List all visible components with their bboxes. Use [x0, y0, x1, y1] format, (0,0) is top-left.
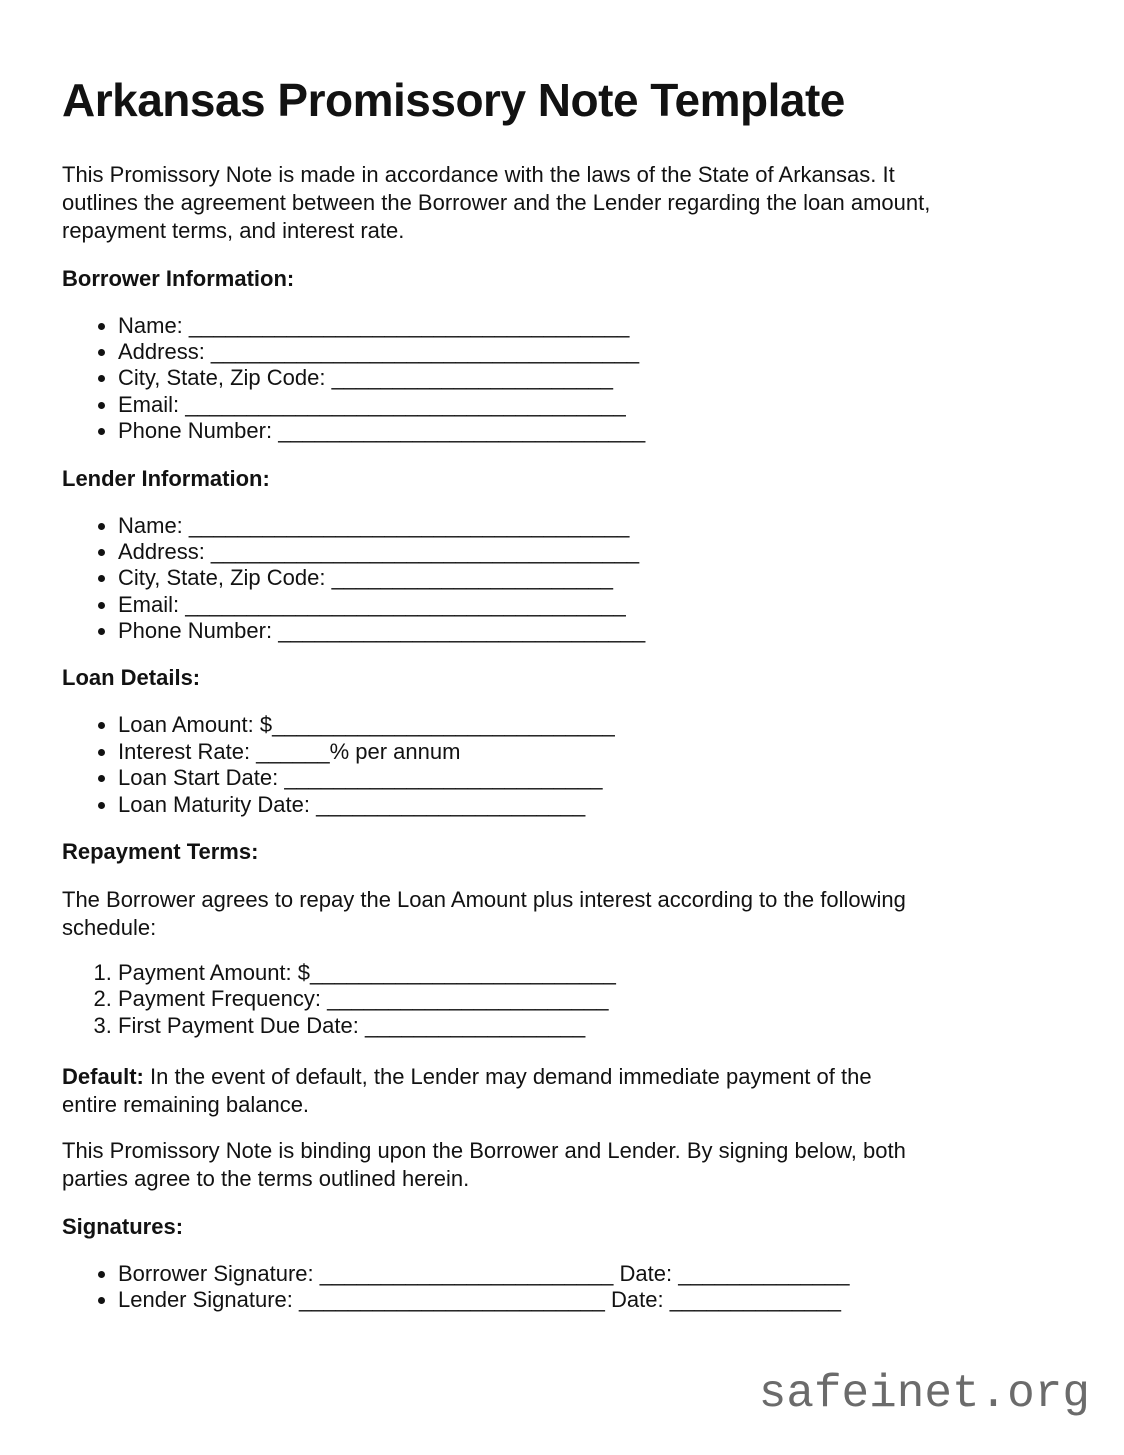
field-borrower-address: • Address: ___________________________________: [118, 339, 932, 365]
signatures-list: [62, 1261, 932, 1314]
section-heading-lender: Lender Information:: [62, 465, 270, 491]
loan-details-list: [62, 712, 932, 818]
default-clause-label: Default:: [62, 1063, 144, 1089]
repayment-schedule-list: [62, 960, 932, 1039]
default-clause-paragraph: [62, 1063, 932, 1119]
field-first-payment-due-date: 3. First Payment Due Date: __________________: [118, 1013, 932, 1039]
repayment-intro-paragraph: The Borrower agrees to repay the Loan Amount plus interest according to the following schedule:: [62, 886, 906, 940]
section-heading-repayment: Repayment Terms:: [62, 838, 259, 864]
binding-clause-paragraph: This Promissory Note is binding upon the Borrower and Lender. By signing below, both parties agree to the terms outlined herein.: [62, 1137, 906, 1191]
section-heading-loan-details: Loan Details:: [62, 665, 201, 691]
field-lender-signature: • Lender Signature: _________________________ Date: ______________: [118, 1287, 932, 1313]
field-lender-city-state-zip: • City, State, Zip Code: _______________________: [118, 565, 932, 591]
field-lender-email: • Email: ____________________________________: [118, 592, 932, 618]
field-borrower-name: • Name: ____________________________________: [118, 313, 932, 339]
field-lender-name: • Name: ____________________________________: [118, 513, 932, 539]
borrower-info-list: [62, 313, 932, 445]
field-lender-phone: • Phone Number: ______________________________: [118, 618, 932, 644]
field-interest-rate: • Interest Rate: ______% per annum: [118, 739, 932, 765]
default-clause-text: In the event of default, the Lender may demand immediate payment of the entire remaining balance.: [62, 1063, 872, 1117]
document-content: [62, 74, 932, 1313]
field-borrower-city-state-zip: • City, State, Zip Code: _______________________: [118, 365, 932, 391]
section-heading-borrower: Borrower Information:: [62, 265, 295, 291]
field-payment-amount: 1. Payment Amount: $_________________________: [118, 960, 932, 986]
field-loan-maturity-date: • Loan Maturity Date: ______________________: [118, 792, 932, 818]
page-title: Arkansas Promissory Note Template: [62, 74, 845, 126]
field-payment-frequency: 2. Payment Frequency: _______________________: [118, 986, 932, 1012]
lender-info-list: [62, 513, 932, 645]
field-loan-amount: • Loan Amount: $____________________________: [118, 712, 932, 738]
watermark-safeinet: safeinet.org: [758, 1368, 1090, 1420]
field-loan-start-date: • Loan Start Date: __________________________: [118, 765, 932, 791]
field-borrower-email: • Email: ____________________________________: [118, 392, 932, 418]
field-lender-address: • Address: ___________________________________: [118, 539, 932, 565]
intro-paragraph: This Promissory Note is made in accordance with the laws of the State of Arkansas. It outlines the agreement between the Borrower and the Lender regarding the loan amount, repayment terms, and interest rate.: [62, 161, 931, 243]
section-heading-signatures: Signatures:: [62, 1213, 184, 1239]
field-borrower-phone: • Phone Number: ______________________________: [118, 418, 932, 444]
field-borrower-signature: • Borrower Signature: ________________________ Date: ______________: [118, 1261, 932, 1287]
